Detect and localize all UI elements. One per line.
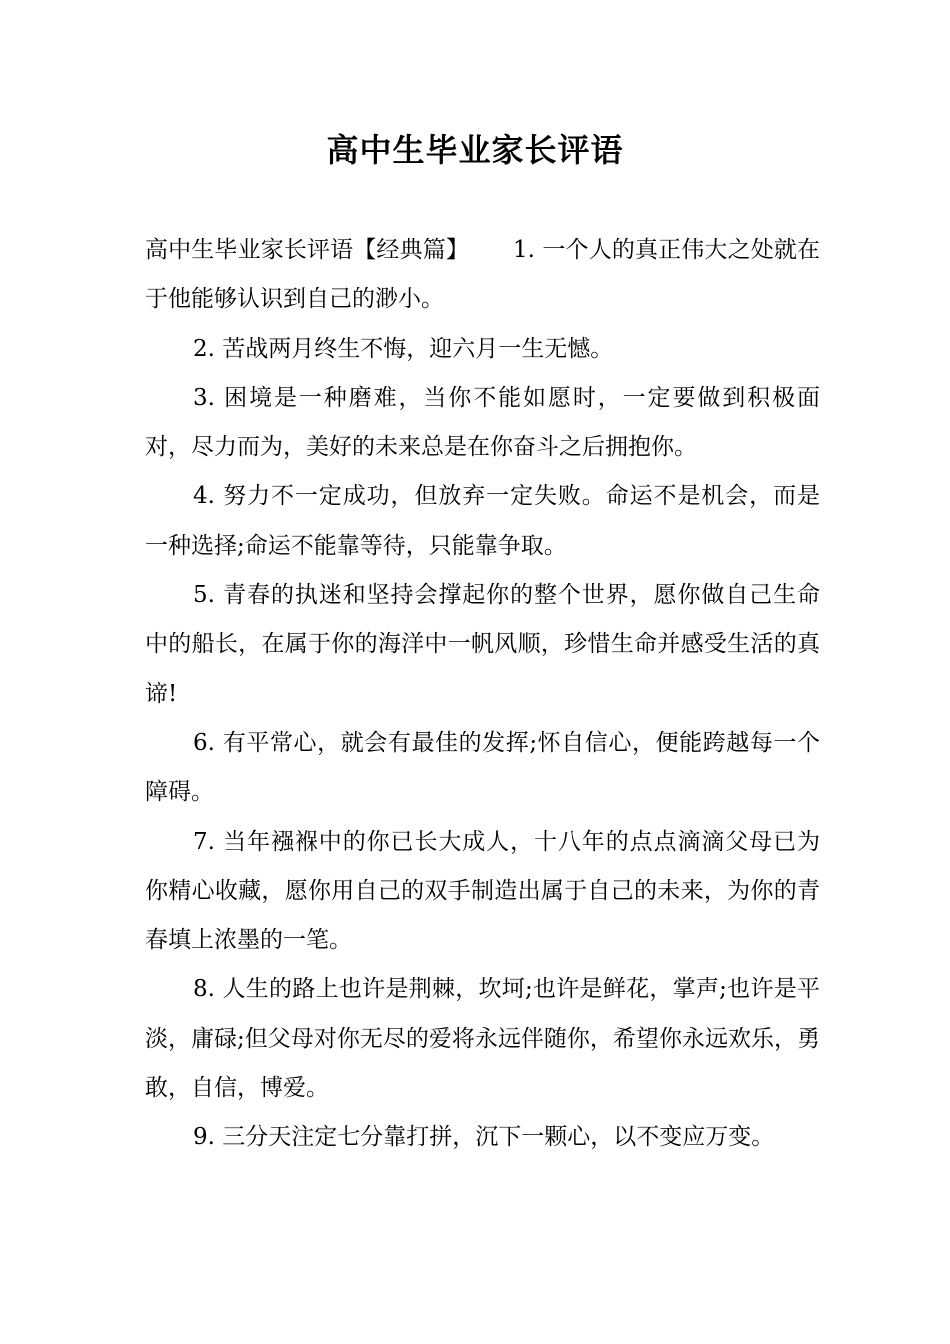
paragraph-text: 1. 一个人的真正伟大之处就在于他能够认识到自己的渺小。 xyxy=(145,237,820,313)
paragraph-2: 2. 苦战两月终生不悔，迎六月一生无憾。 xyxy=(193,335,614,362)
paragraph-8: 8. 人生的路上也许是荆棘，坎坷;也许是鲜花，掌声;也许是平淡，庸碌;但父母对你无尽的爱将永远伴随你，希望你永远欢乐，勇敢，自信，博爱。 xyxy=(145,976,820,1102)
intro-heading: 高中生毕业家长评语【经典篇】 xyxy=(145,237,470,263)
paragraph-3: 3. 困境是一种磨难，当你不能如愿时，一定要做到积极面对，尽力而为，美好的未来总是在你奋斗之后拥抱你。 xyxy=(145,384,820,461)
paragraph-4: 4. 努力不一定成功，但放弃一定失败。命运不是机会，而是一种选择;命运不能靠等待，只能靠争取。 xyxy=(145,483,820,559)
paragraph-5: 5. 青春的执迷和坚持会撑起你的整个世界，愿你做自己生命中的船长，在属于你的海洋中一帆风顺，珍惜生命并感受生活的真谛! xyxy=(145,582,820,707)
document-title: 高中生毕业家长评语 xyxy=(326,131,624,169)
paragraph-6: 6. 有平常心，就会有最佳的发挥;怀自信心，便能跨越每一个障碍。 xyxy=(145,729,820,806)
paragraph-1 xyxy=(145,226,820,325)
paragraph-7: 7. 当年襁褓中的你已长大成人，十八年的点点滴滴父母已为你精心收藏，愿你用自己的双手制造出属于自己的未来，为你的青春填上浓墨的一笔。 xyxy=(145,828,820,954)
document-body xyxy=(145,226,820,1163)
paragraph-9: 9. 三分天注定七分靠打拼，沉下一颗心，以不变应万变。 xyxy=(193,1124,775,1151)
